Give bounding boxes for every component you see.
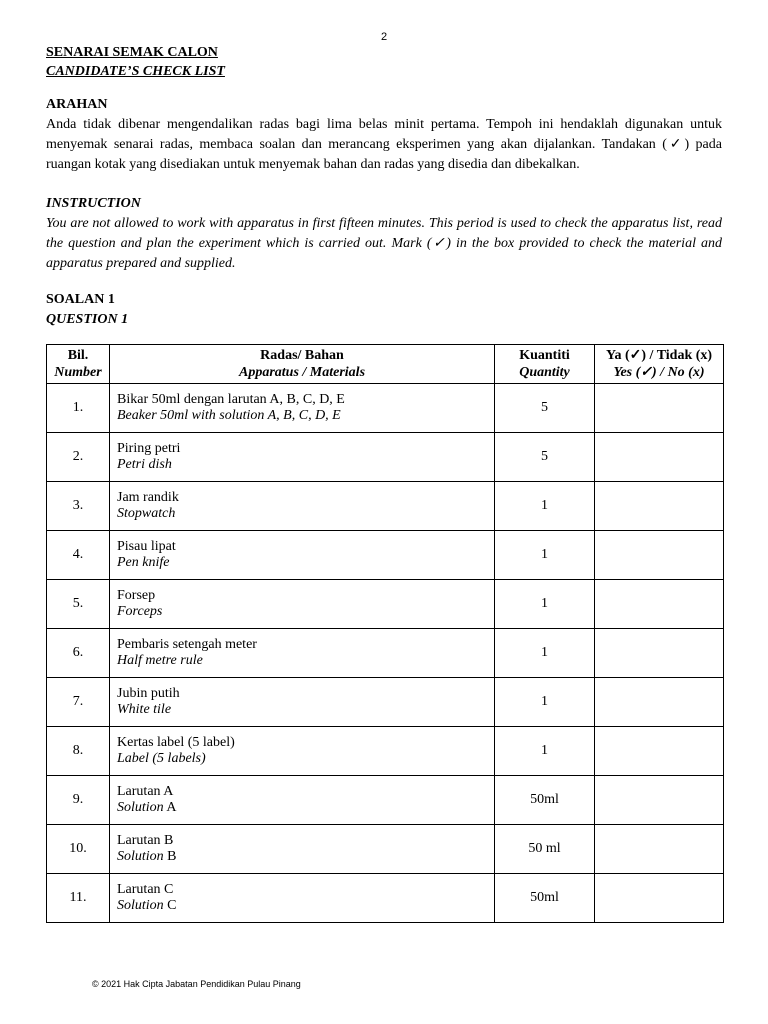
table-row: 11. Larutan C Solution C 50ml [47, 874, 724, 923]
check-box-cell[interactable] [595, 727, 724, 776]
soalan-heading: SOALAN 1 [46, 292, 115, 307]
table-row: 5. Forsep Forceps 1 [47, 580, 724, 629]
header-number: Bil. Number [47, 345, 110, 384]
table-row: 8. Kertas label (5 label) Label (5 labels) 1 [47, 727, 724, 776]
check-box-cell[interactable] [595, 433, 724, 482]
checklist-table [46, 344, 724, 923]
copyright-footer: © 2021 Hak Cipta Jabatan Pendidikan Pulau Pinang [92, 979, 301, 989]
table-row: 1. Bikar 50ml dengan larutan A, B, C, D, E Beaker 50ml with solution A, B, C, D, E 5 [47, 384, 724, 433]
table-row: 3. Jam randik Stopwatch 1 [47, 482, 724, 531]
check-box-cell[interactable] [595, 384, 724, 433]
page-number: 2 [380, 31, 388, 43]
instruction-text: You are not allowed to work with apparatus in first fifteen minutes. This period is used to check the apparatus list, read the question and plan the experiment which is carried out. Mark (✓) in the box provided to check the material and apparatus prepared and supplied. [46, 216, 722, 271]
table-row: 2. Piring petri Petri dish 5 [47, 433, 724, 482]
table-row: 7. Jubin putih White tile 1 [47, 678, 724, 727]
header-quantity: Kuantiti Quantity [495, 345, 595, 384]
table-row: 6. Pembaris setengah meter Half metre rule 1 [47, 629, 724, 678]
header-apparatus: Radas/ Bahan Apparatus / Materials [110, 345, 495, 384]
arahan-heading: ARAHAN [46, 97, 108, 112]
title-malay: SENARAI SEMAK CALON [46, 45, 218, 60]
title-english: CANDIDATE’S CHECK LIST [46, 64, 225, 79]
check-box-cell[interactable] [595, 580, 724, 629]
question-heading: QUESTION 1 [46, 312, 129, 327]
table-row: 4. Pisau lipat Pen knife 1 [47, 531, 724, 580]
check-box-cell[interactable] [595, 629, 724, 678]
check-box-cell[interactable] [595, 825, 724, 874]
check-box-cell[interactable] [595, 482, 724, 531]
table-row: 10. Larutan B Solution B 50 ml [47, 825, 724, 874]
check-box-cell[interactable] [595, 531, 724, 580]
check-box-cell[interactable] [595, 678, 724, 727]
document-body [46, 43, 722, 923]
table-row: 9. Larutan A Solution A 50ml [47, 776, 724, 825]
table-header-row [47, 345, 724, 384]
instruction-heading: INSTRUCTION [46, 196, 141, 211]
check-box-cell[interactable] [595, 776, 724, 825]
arahan-text: Anda tidak dibenar mengendalikan radas bagi lima belas minit pertama. Tempoh ini hendaklah digunakan untuk menyemak senarai radas, membaca soalan dan merancang eksperimen yang akan dijalankan. Tandakan (✓) pada ruangan kotak yang disediakan untuk menyemak bahan dan radas yang disedia dan dibekalkan. [46, 117, 722, 172]
check-box-cell[interactable] [595, 874, 724, 923]
header-check: Ya (✓) / Tidak (x) Yes (✓) / No (x) [595, 345, 724, 384]
